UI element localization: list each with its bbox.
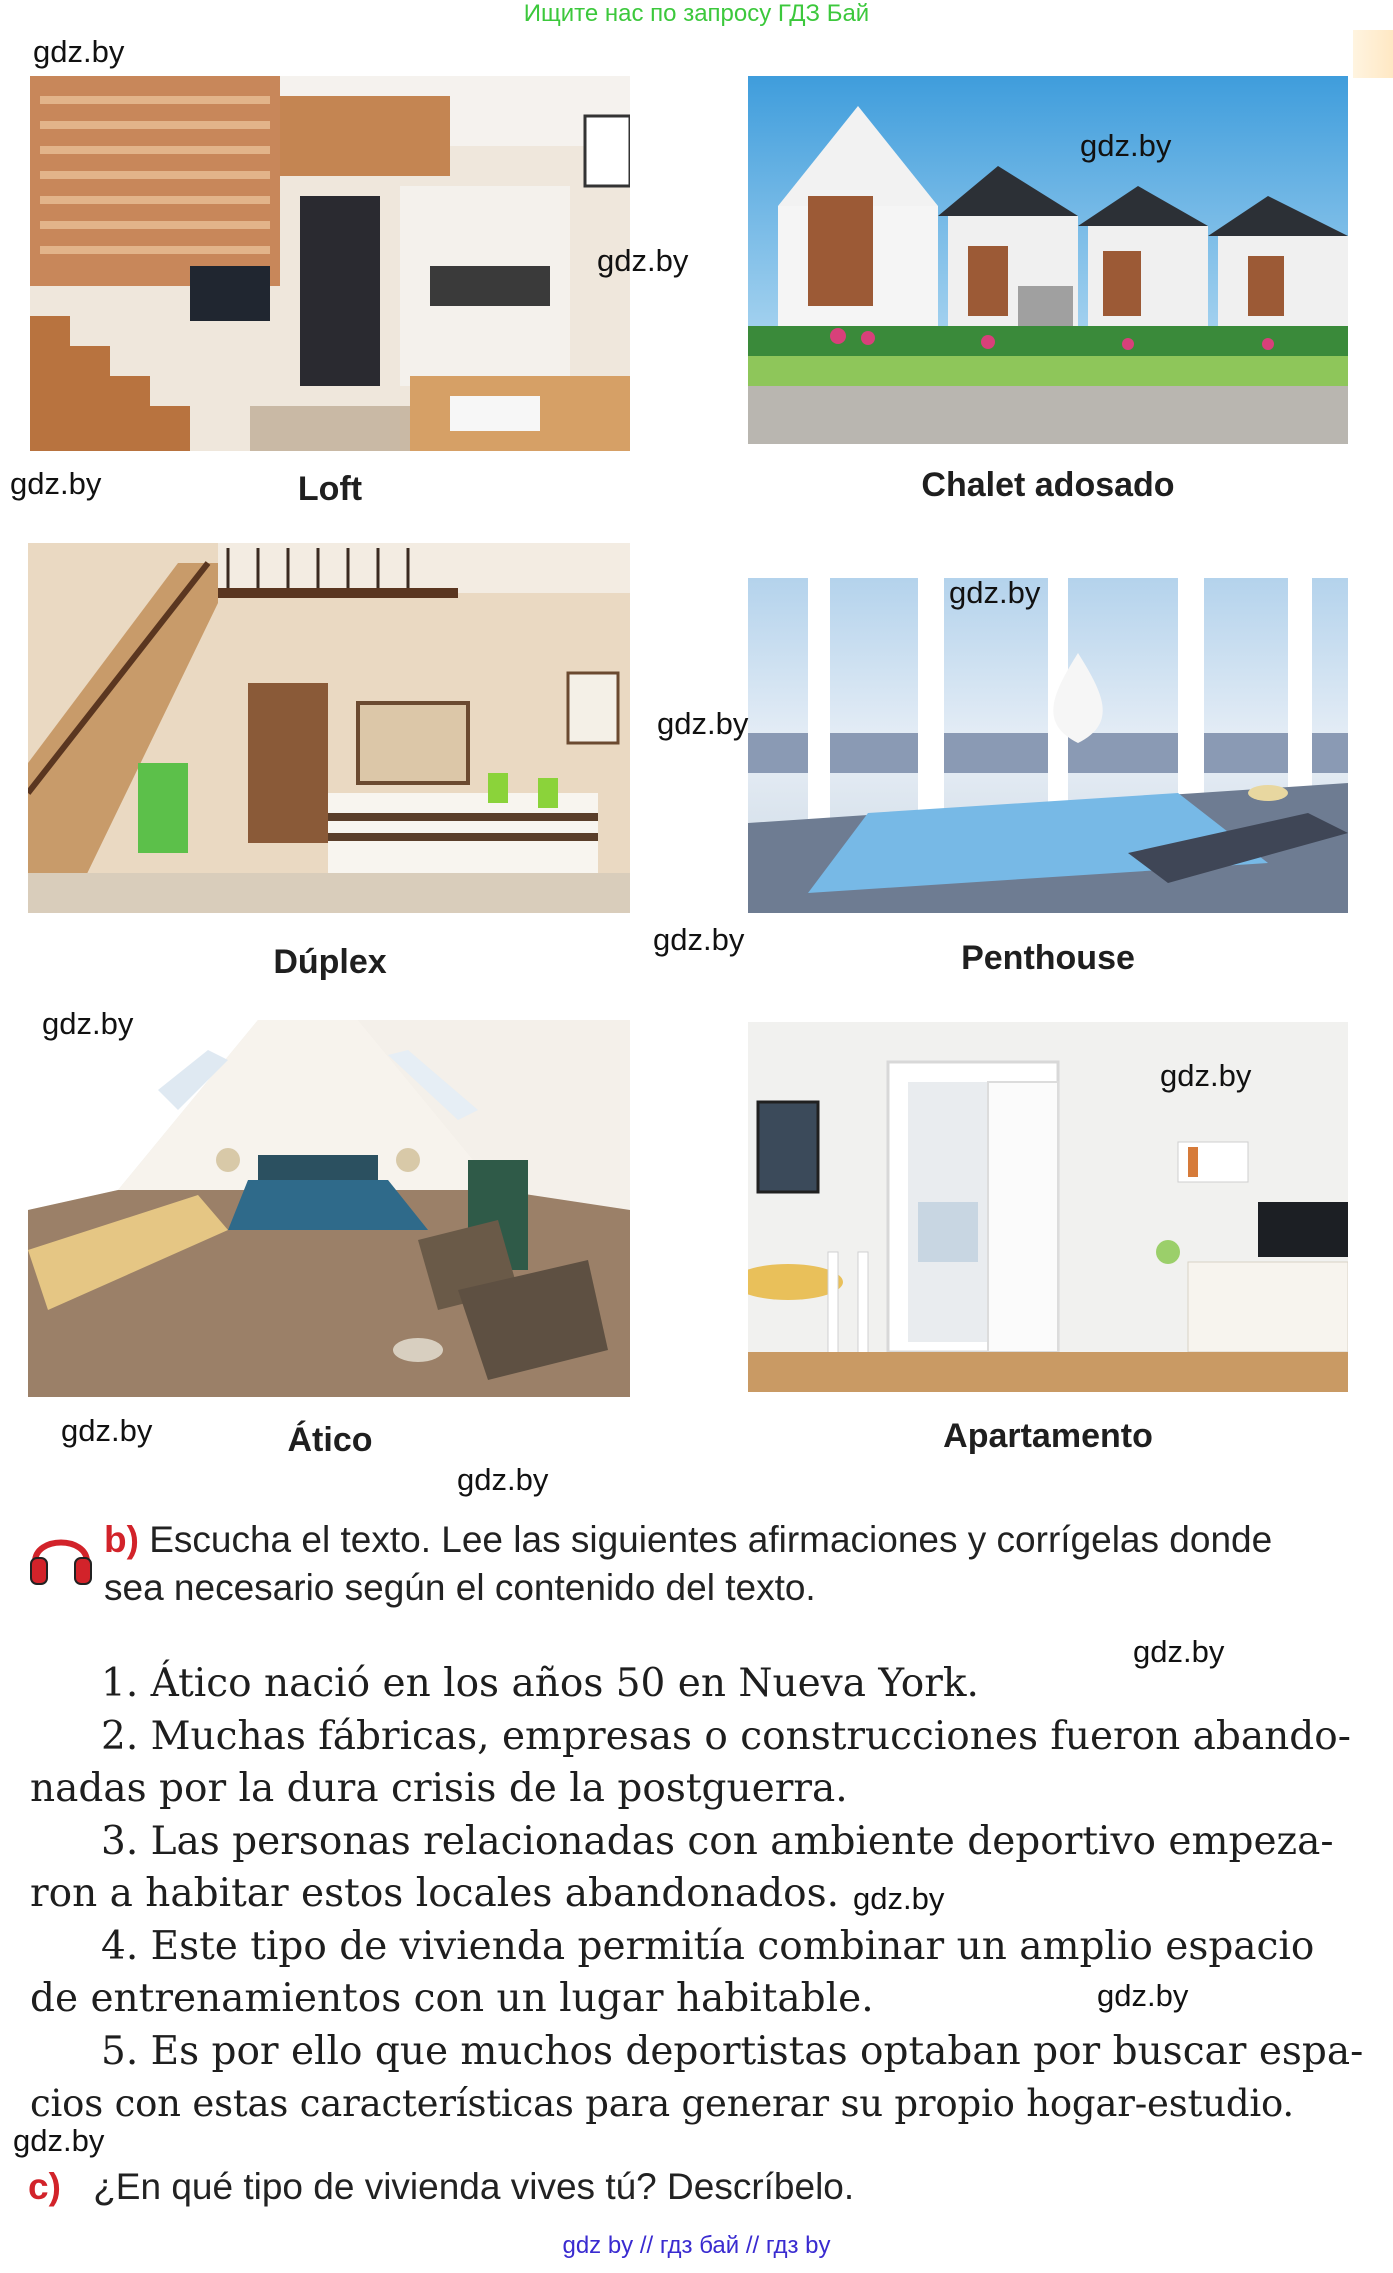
caption-apartamento: Apartamento <box>943 1417 1153 1455</box>
headphones-icon <box>27 1522 95 1586</box>
footer-links: gdz by // гдз бай // гдз by <box>562 2232 831 2259</box>
exercise-b-letter: b) <box>104 1519 139 1560</box>
exercise-b-line2: sea necesario según el contenido del texto. <box>104 1567 816 1608</box>
corner-tab <box>1353 30 1393 78</box>
watermark: gdz.by <box>33 34 125 69</box>
watermark: gdz.by <box>13 2123 105 2158</box>
statement-2-line2: nadas por la dura crisis de la postguerra. <box>30 1766 848 1811</box>
exercise-c-instruction <box>28 2163 1328 2211</box>
watermark: gdz.by <box>457 1462 549 1497</box>
statement-3-line1: 3. Las personas relacionadas con ambiente deportivo empeza- <box>101 1818 1334 1864</box>
statement-4-line2: de entrenamientos con un lugar habitable. <box>30 1976 874 2021</box>
watermark: gdz.by <box>1097 1978 1189 2013</box>
statements-list <box>30 1658 1370 2131</box>
exercise-b-line1: Escucha el texto. Lee las siguientes afirmaciones y corrígelas donde <box>149 1519 1273 1560</box>
statement-2-line1: 2. Muchas fábricas, empresas o construcciones fueron abando- <box>101 1713 1351 1759</box>
watermark: gdz.by <box>1080 128 1172 163</box>
watermark: gdz.by <box>1160 1058 1252 1093</box>
caption-atico: Ático <box>287 1421 373 1459</box>
photo-duplex <box>28 543 630 913</box>
statement-4-line1: 4. Este tipo de vivienda permitía combinar un amplio espacio <box>101 1923 1315 1969</box>
watermark: gdz.by <box>597 243 689 278</box>
statement-3-line2: ron a habitar estos locales abandonados. <box>30 1871 839 1916</box>
exercise-c-letter: c) <box>28 2166 61 2207</box>
watermark: gdz.by <box>653 922 745 957</box>
statement-5-line2: cios con estas características para generar su propio hogar-estudio. <box>30 2082 1294 2125</box>
photo-penthouse <box>748 543 1348 913</box>
photo-loft <box>30 76 630 451</box>
watermark: gdz.by <box>949 575 1041 610</box>
caption-penthouse: Penthouse <box>961 939 1135 977</box>
photo-atico <box>28 1020 630 1397</box>
caption-loft: Loft <box>297 470 363 508</box>
watermark: gdz.by <box>1133 1634 1225 1669</box>
exercise-c-text: ¿En qué tipo de vivienda vives tú? Descríbelo. <box>93 2166 855 2207</box>
top-banner: Ищите нас по запросу ГДЗ Бай <box>523 0 870 27</box>
caption-chalet-adosado: Chalet adosado <box>921 466 1175 504</box>
caption-duplex: Dúplex <box>273 943 387 981</box>
watermark: gdz.by <box>657 706 749 741</box>
watermark: gdz.by <box>61 1413 153 1448</box>
watermark: gdz.by <box>42 1006 134 1041</box>
watermark: gdz.by <box>10 466 102 501</box>
watermark: gdz.by <box>853 1881 945 1916</box>
photo-chalet-adosado <box>748 76 1348 444</box>
exercise-b-instruction <box>104 1516 1364 1612</box>
statement-5-line1: 5. Es por ello que muchos deportistas optaban por buscar espa- <box>101 2028 1364 2074</box>
statement-1: 1. Ático nació en los años 50 en Nueva York. <box>101 1661 979 1706</box>
photo-apartamento <box>748 1022 1348 1392</box>
